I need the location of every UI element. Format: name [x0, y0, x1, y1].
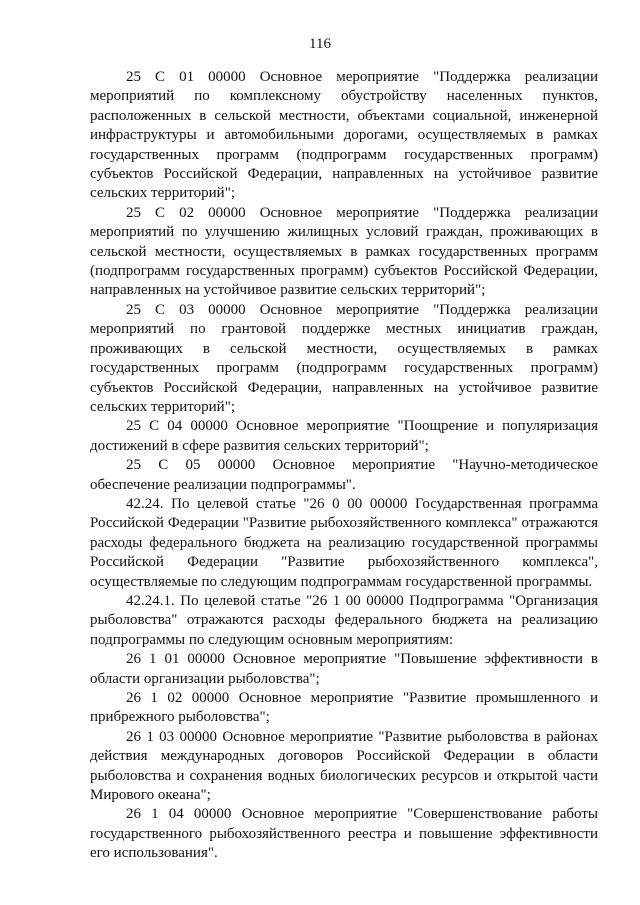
- paragraph-25c04: 25 С 04 00000 Основное мероприятие "Поощрение и популяризация достижений в сфере развития сельских территорий";: [90, 418, 598, 454]
- paragraph-25c05: 25 С 05 00000 Основное мероприятие "Научно-методическое обеспечение реализации подпрограммы".: [90, 457, 598, 493]
- paragraph-25c02: 25 С 02 00000 Основное мероприятие "Поддержка реализации мероприятий по улучшению жилищных условий граждан, проживающих в сельской местности, осуществляемых в рамках государственных программ (подпрограмм государственных программ) субъектов Российской Федерации, направленных на устойчивое развитие сельских территорий";: [90, 204, 598, 299]
- paragraph-25c03: 25 С 03 00000 Основное мероприятие "Поддержка реализации мероприятий по грантовой поддержке местных инициатив граждан, проживающих в сельской местности, осуществляемых в рамках государственных программ (подпрограмм государственных программ) субъектов Российской Федерации, направленных на устойчивое развитие сельских территорий";: [90, 301, 598, 415]
- paragraph-26101: 26 1 01 00000 Основное мероприятие "Повышение эффективности в области организации рыболовства";: [90, 651, 598, 687]
- paragraph-26102: 26 1 02 00000 Основное мероприятие "Развитие промышленного и прибрежного рыболовства";: [90, 690, 598, 726]
- document-body: [90, 68, 598, 864]
- paragraph-42-24: 42.24. По целевой статье "26 0 00 00000 Государственная программа Российской Федерации "Развитие рыбохозяйственного комплекса" отражаются расходы федерального бюджета на реализацию государственной программы Российской Федерации "Развитие рыбохозяйственного комплекса", осуществляемые по следующим подпрограммам государственной программы.: [90, 495, 598, 590]
- paragraph-25c01: 25 С 01 00000 Основное мероприятие "Поддержка реализации мероприятий по комплексному обустройству населенных пунктов, расположенных в сельской местности, объектами социальной, инженерной инфраструктуры и автомобильными дорогами, осуществляемых в рамках государственных программ (подпрограмм государственных программ) субъектов Российской Федерации, направленных на устойчивое развитие сельских территорий";: [90, 69, 598, 202]
- paragraph-42-24-1: 42.24.1. По целевой статье "26 1 00 00000 Подпрограмма "Организация рыболовства" отражаются расходы федерального бюджета на реализацию подпрограммы по следующим основным мероприятиям:: [90, 592, 598, 648]
- paragraph-26103: 26 1 03 00000 Основное мероприятие "Развитие рыболовства в районах действия международных договоров Российской Федерации в области рыболовства и сохранения водных биологических ресурсов и открытой части Мирового океана";: [90, 728, 598, 804]
- paragraph-26104: 26 1 04 00000 Основное мероприятие "Совершенствование работы государственного рыбохозяйственного реестра и повышение эффективности его использования".: [90, 806, 598, 862]
- page-number: 116: [309, 36, 331, 52]
